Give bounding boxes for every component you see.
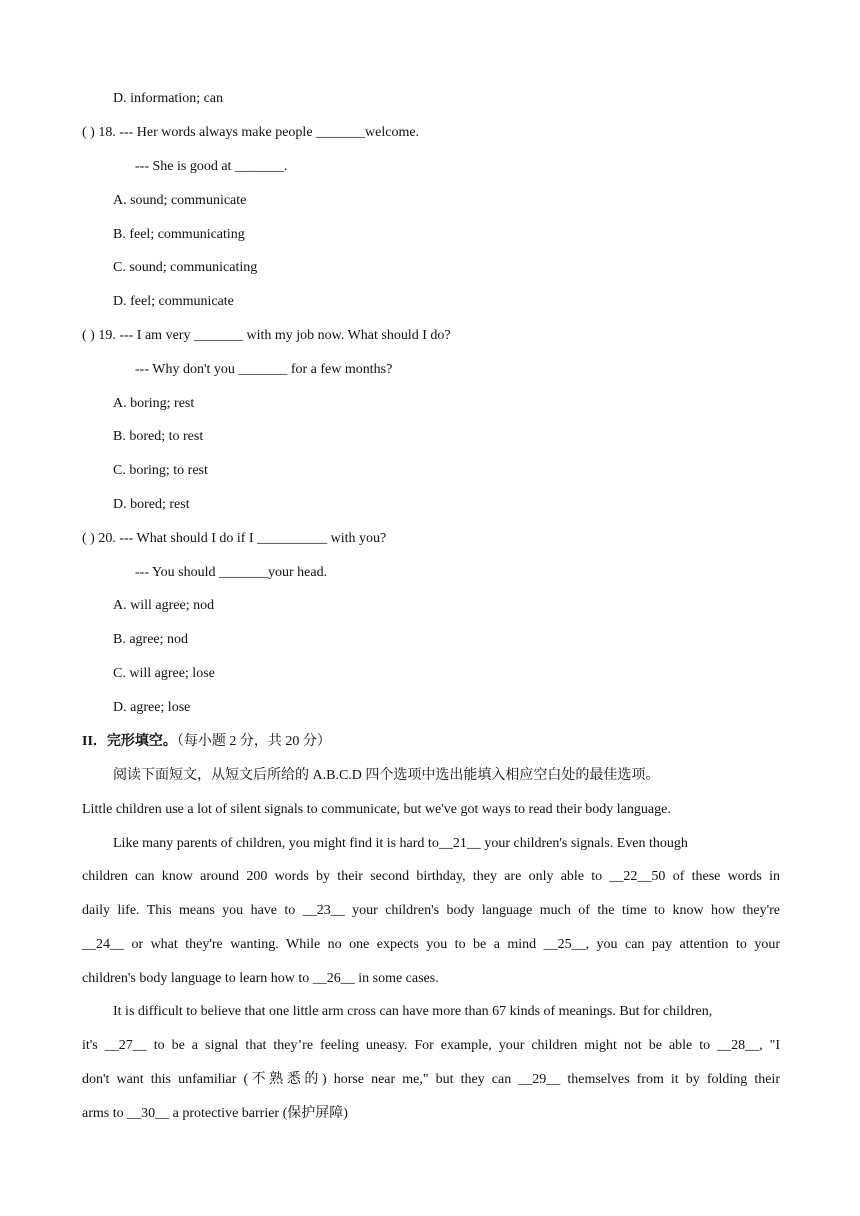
q19-option-c: C. boring; to rest — [113, 463, 208, 478]
q19-option-d: D. bored; rest — [113, 497, 190, 512]
passage-p2-line4: arms to __30__ a protective barrier (保护屏障) — [82, 1106, 348, 1121]
section2-instruction: 阅读下面短文，从短文后所给的 A.B.C.D 四个选项中选出能填入相应空白处的最佳选项。 — [113, 768, 660, 783]
section2-score-note: （每小题 2 分，共 20 分） — [176, 734, 331, 749]
q19-option-a: A. boring; rest — [113, 396, 195, 411]
q18-option-b: B. feel; communicating — [113, 227, 245, 242]
passage-p2-line2: it's __27__ to be a signal that they’re feeling uneasy. For example, your children might not be able to __28__, "I — [82, 1038, 780, 1053]
passage-p1-line1: Like many parents of children, you might find it is hard to__21__ your children's signals. Even though — [113, 836, 688, 851]
q20-option-d: D. agree; lose — [113, 700, 191, 715]
passage-p1-line3: daily life. This means you have to __23__ your children's body language much of the time to know how they're — [82, 903, 780, 918]
q20-reply: --- You should _______your head. — [135, 565, 328, 580]
passage-p2-line1: It is difficult to believe that one little arm cross can have more than 67 kinds of meanings. But for children, — [113, 1004, 713, 1019]
passage-p1-line5: children's body language to learn how to __26__ in some cases. — [82, 971, 439, 986]
q20-option-a: A. will agree; nod — [113, 598, 215, 613]
passage-p1-line4: __24__ or what they're wanting. While no one expects you to be a mind __25__, you can pay attention to your — [82, 937, 780, 952]
q18-option-c: C. sound; communicating — [113, 260, 258, 275]
section2-heading: II．完形填空。 — [82, 734, 177, 749]
q20-stem: ( ) 20. --- What should I do if I __________ with you? — [82, 531, 387, 546]
q18-option-a: A. sound; communicate — [113, 193, 247, 208]
section2-heading-line — [82, 733, 331, 751]
q19-stem: ( ) 19. --- I am very _______ with my job now. What should I do? — [82, 328, 451, 343]
passage-intro: Little children use a lot of silent signals to communicate, but we've got ways to read their body language. — [82, 802, 671, 817]
q18-option-d: D. feel; communicate — [113, 294, 234, 309]
q19-option-b: B. bored; to rest — [113, 429, 204, 444]
q18-stem: ( ) 18. --- Her words always make people _______welcome. — [82, 125, 420, 140]
q20-option-b: B. agree; nod — [113, 632, 189, 647]
q20-option-c: C. will agree; lose — [113, 666, 215, 681]
q17-option-d: D. information; can — [113, 91, 224, 106]
passage-p2-line3: don't want this unfamiliar (不熟悉的) horse near me," but they can __29__ themselves from it by folding their — [82, 1072, 780, 1087]
passage-p1-line2: children can know around 200 words by their second birthday, they are only able to __22__50 of these words in — [82, 869, 780, 884]
q18-reply: --- She is good at _______. — [135, 159, 288, 174]
q19-reply: --- Why don't you _______ for a few months? — [135, 362, 393, 377]
